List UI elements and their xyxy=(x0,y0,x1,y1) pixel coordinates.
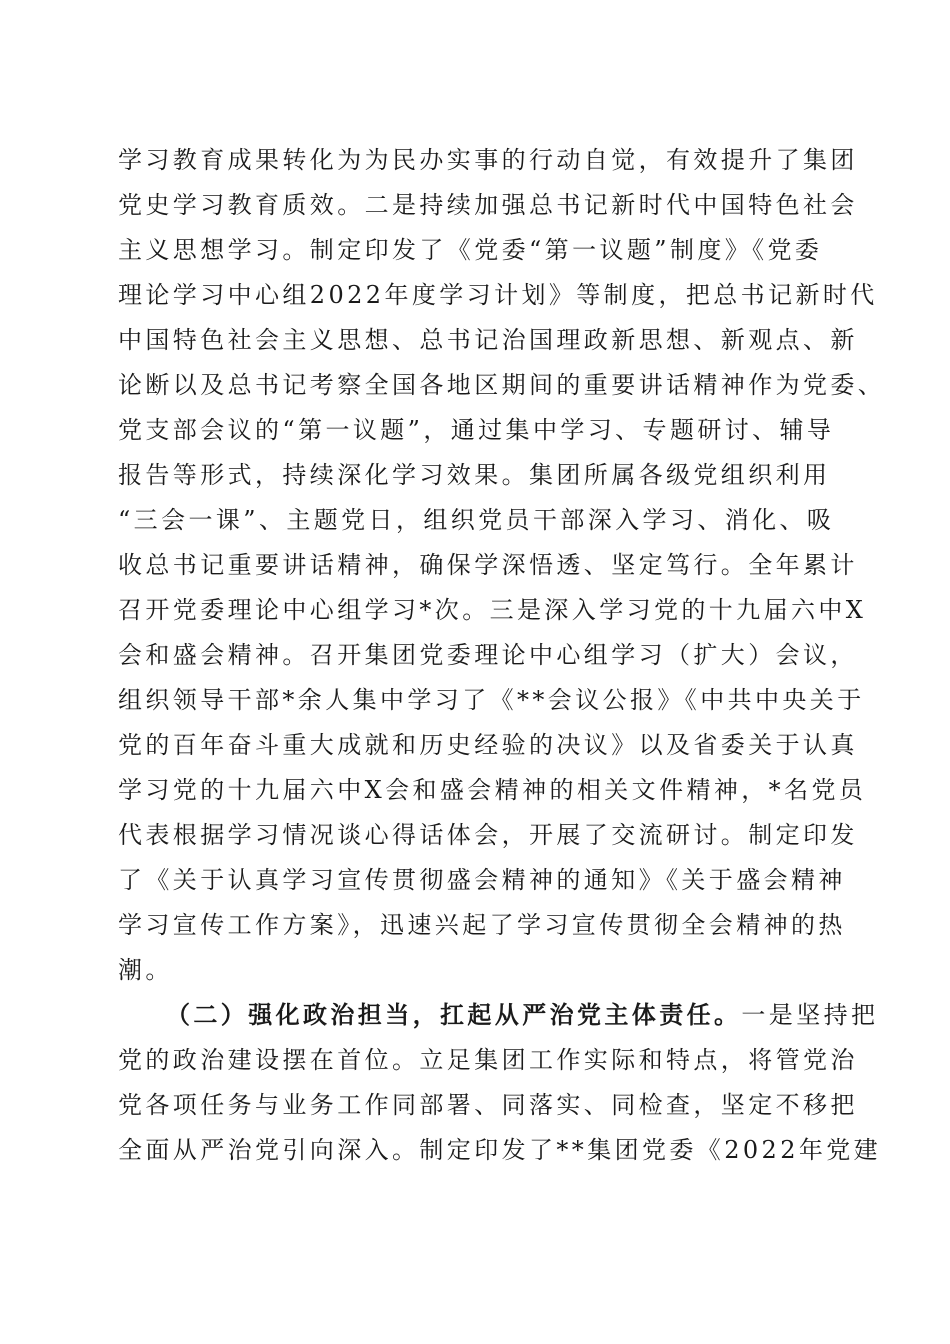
paragraph-line: 学习宣传工作方案》，迅速兴起了学习宣传贯彻全会精神的热 xyxy=(118,911,846,939)
paragraph-line: “三会一课”、主题党日，组织党员干部深入学习、消化、吸 xyxy=(118,506,835,534)
paragraph-line: 收总书记重要讲话精神，确保学深悟透、坚定笃行。全年累计 xyxy=(118,551,858,579)
paragraph-line: 中国特色社会主义思想、总书记治国理政新思想、新观点、新 xyxy=(118,326,858,354)
paragraph-line: 报告等形式，持续深化学习效果。集团所属各级党组织利用 xyxy=(118,461,831,489)
paragraph-line: 组织领导干部*余人集中学习了《**会议公报》《中共中央关于 xyxy=(118,686,865,714)
paragraph-line: 党各项任务与业务工作同部署、同落实、同检查，坚定不移把 xyxy=(118,1091,858,1119)
paragraph-line: 党的百年奋斗重大成就和历史经验的决议》以及省委关于认真 xyxy=(118,731,858,759)
paragraph-line: 全面从严治党引向深入。制定印发了**集团党委《2022年党建 xyxy=(118,1136,882,1164)
paragraph-line: 论断以及总书记考察全国各地区期间的重要讲话精神作为党委、 xyxy=(118,371,886,399)
paragraph-line: 主义思想学习。制定印发了《党委“第一议题”制度》《党委 xyxy=(118,236,823,264)
paragraph-line: 党支部会议的“第一议题”，通过集中学习、专题研讨、辅导 xyxy=(118,416,835,444)
section-heading-line xyxy=(166,1000,878,1030)
paragraph-line: 党的政治建设摆在首位。立足集团工作实际和特点，将管党治 xyxy=(118,1046,858,1074)
paragraph-line: 理论学习中心组2022年度学习计划》等制度，把总书记新时代 xyxy=(118,281,878,309)
paragraph-line: 学习教育成果转化为为民办实事的行动自觉，有效提升了集团 xyxy=(118,146,858,174)
paragraph-line: 会和盛会精神。召开集团党委理论中心组学习（扩大）会议， xyxy=(118,641,858,669)
paragraph-line: 了《关于认真学习宣传贯彻盛会精神的通知》《关于盛会精神 xyxy=(118,866,846,894)
paragraph-line: 潮。 xyxy=(118,956,173,984)
paragraph-line: 代表根据学习情况谈心得话体会，开展了交流研讨。制定印发 xyxy=(118,821,858,849)
paragraph-line: 党史学习教育质效。二是持续加强总书记新时代中国特色社会 xyxy=(118,191,858,219)
paragraph-line: 学习党的十九届六中X会和盛会精神的相关文件精神，*名党员 xyxy=(118,776,867,804)
section-first-line-text: 一是坚持把 xyxy=(741,1001,879,1029)
paragraph-line: 召开党委理论中心组学习*次。三是深入学习党的十九届六中X xyxy=(118,596,867,624)
section-heading: （二）强化政治担当，扛起从严治党主体责任。 xyxy=(166,1000,742,1029)
